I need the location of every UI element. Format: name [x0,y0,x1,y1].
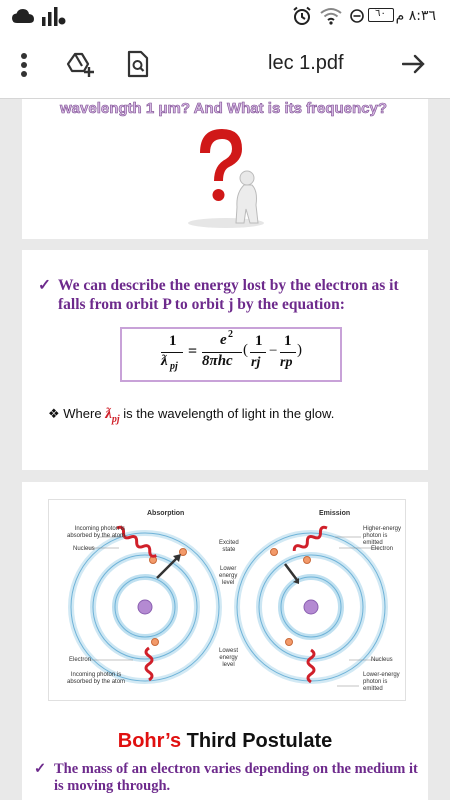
where-definition [48,406,334,425]
eq-rj: rj [251,355,261,370]
eq-open-paren: ( [243,342,248,358]
pdf-page-3 [22,482,428,800]
label-electron-left: Electron [69,657,92,663]
eq-fraction-bar-3 [250,352,266,353]
eq-numerator: 1 [169,333,177,349]
mass-bullet-text [34,761,418,795]
cloud-icon [12,8,34,24]
label-emission: Emission [319,510,351,517]
eq-minus: − [269,343,278,359]
open-arrow-icon[interactable] [402,54,426,74]
eq-equals: = [188,343,198,360]
status-bar [0,0,450,32]
diamond-bullet-icon: ❖ [48,406,60,421]
absorption-atom [71,533,219,681]
label-lower-energy-level: Lower energy level [219,566,238,586]
battery-level: ٦٠ [375,8,386,19]
question-figure-illustration [174,123,274,229]
label-nucleus-left: Nucleus [73,546,95,552]
label-excited-state: Excited state [219,540,239,553]
label-absorption: Absorption [147,510,185,517]
check-mark-icon: ✓ [38,277,51,294]
eq-lambda-subscript: pj [170,361,178,372]
eq-numerator-rp: 1 [284,333,292,349]
do-not-disturb-icon [350,9,364,23]
eq-lambda: ƛ [161,353,168,369]
where-word: Where [63,406,102,421]
mass-line-2: is moving through. [54,778,171,794]
heading-black-part: Third Postulate [186,730,333,752]
pdf-toolbar [0,32,450,99]
label-lower-energy-emitted: Lower-energy photon is emitted [363,672,400,692]
heading-red-part: Bohr’s [117,730,182,752]
label-incoming-bottom: Incoming photon is absorbed by the atom [67,672,126,685]
eq-fraction-bar-4 [280,352,296,353]
alarm-icon [292,6,312,26]
intro-line-2: falls from orbit P to orbit j by the equation: [58,296,345,313]
more-options-icon[interactable] [20,52,28,78]
eq-rp: rp [280,355,293,370]
where-rest: is the wavelength of light in the glow. [123,406,335,421]
add-to-drive-icon[interactable] [66,52,96,78]
pdf-page-2 [22,250,428,470]
status-time: ٨:٣٦ م [395,8,436,24]
eq-close-paren: ) [297,342,302,358]
eq-numerator-rj: 1 [255,333,263,349]
mass-line-1: The mass of an electron varies depending on the medium it [54,761,418,777]
question-text: wavelength 1 μm? And What is its frequency? [60,100,388,117]
section-heading [22,730,428,753]
label-nucleus-right: Nucleus [371,657,393,663]
document-title: lec 1.pdf [268,52,344,74]
eq-denominator: 8πhc [202,353,233,369]
label-incoming-top: Incoming photon is absorbed by the atom [67,526,126,539]
label-electron-right: Electron [371,546,394,552]
label-lowest-energy-level: Lowest energy level [219,648,239,668]
where-symbol: $ƛ_{pj}$ [105,406,120,425]
label-higher-energy: Higher-energy photon is emitted [363,526,402,546]
intro-line-1: We can describe the energy lost by the electron as it [58,277,399,294]
equation-box [120,327,342,382]
battery-icon [368,8,394,22]
wifi-icon [320,7,342,25]
find-in-document-icon[interactable] [126,50,150,78]
equation-intro-text [38,276,399,314]
eq-exponent: 2 [228,329,233,340]
check-mark-icon-2: ✓ [34,761,47,777]
absorption-emission-figure [48,499,406,701]
pdf-page-1 [22,99,428,239]
signal-bars-icon [42,6,66,26]
eq-charge: e [220,332,227,348]
